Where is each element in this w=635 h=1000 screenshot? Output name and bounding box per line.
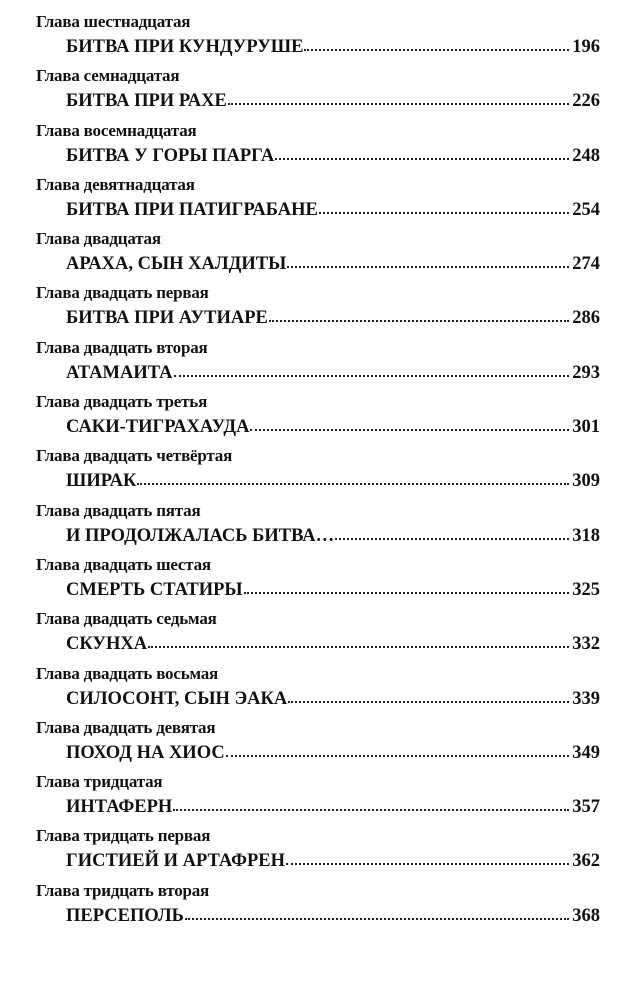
page-number: 196	[572, 37, 600, 57]
chapter-title-line	[66, 146, 600, 167]
page-number: 309	[572, 471, 600, 492]
dot-leader	[304, 48, 569, 51]
chapter-title-line	[66, 689, 600, 710]
chapter-title: СКУНХА	[66, 634, 148, 655]
page-number: 254	[572, 199, 600, 220]
toc-entry[interactable]	[36, 444, 600, 498]
chapter-title: И ПРОДОЛЖАЛАСЬ БИТВА…	[66, 525, 335, 546]
toc-entry[interactable]	[36, 227, 600, 281]
chapter-title-line	[66, 851, 600, 872]
chapter-label: Глава двадцать шестая	[36, 554, 211, 574]
chapter-title: ПОХОД НА ХИОС	[66, 742, 225, 763]
toc-entry[interactable]	[36, 499, 600, 553]
page-number: 301	[572, 417, 600, 438]
chapter-label: Глава девятнадцатая	[36, 174, 195, 194]
dot-leader	[288, 700, 569, 703]
chapter-title-line	[66, 526, 600, 547]
page-number: 286	[572, 308, 600, 329]
page-number: 274	[572, 254, 600, 275]
toc-entry[interactable]	[36, 770, 600, 824]
chapter-title-line	[66, 634, 600, 655]
toc-entry[interactable]	[36, 64, 600, 118]
chapter-label: Глава тридцать первая	[36, 826, 211, 846]
dot-leader	[173, 808, 569, 811]
chapter-title: АРАХА, СЫН ХАЛДИТЫ	[66, 254, 287, 275]
toc-entry[interactable]	[36, 119, 600, 173]
toc-entry[interactable]	[36, 662, 600, 716]
dot-leader	[287, 265, 569, 268]
page-number: 325	[572, 579, 600, 600]
chapter-title: ГИСТИЕЙ И АРТАФРЕН	[66, 851, 286, 872]
chapter-title: ИНТАФЕРН	[66, 797, 173, 818]
chapter-title: ПЕРСЕПОЛЬ	[66, 905, 184, 926]
page-number: 318	[572, 525, 600, 546]
dot-leader	[319, 211, 569, 214]
page-number: 349	[572, 742, 600, 763]
toc-entry[interactable]	[36, 10, 600, 64]
chapter-title: СМЕРТЬ СТАТИРЫ	[66, 579, 243, 600]
chapter-label: Глава тридцать вторая	[36, 880, 210, 900]
chapter-title: БИТВА У ГОРЫ ПАРГА	[66, 145, 275, 166]
chapter-label: Глава двадцать девятая	[36, 717, 216, 737]
chapter-label: Глава двадцать пятая	[36, 500, 201, 520]
chapter-label: Глава двадцать седьмая	[36, 609, 217, 629]
chapter-label: Глава двадцать вторая	[36, 337, 208, 357]
chapter-title: БИТВА ПРИ АУТИАРЕ	[66, 308, 268, 329]
dot-leader	[286, 862, 569, 865]
chapter-title: БИТВА ПРИ РАХЕ	[66, 91, 227, 112]
dot-leader	[269, 319, 569, 322]
dot-leader	[137, 482, 569, 485]
toc-entry[interactable]	[36, 824, 600, 878]
chapter-label: Глава семнадцатая	[36, 66, 180, 86]
chapter-label: Глава шестнадцатая	[36, 12, 191, 31]
chapter-title-line	[66, 254, 600, 275]
chapter-label: Глава восемнадцатая	[36, 120, 197, 140]
dot-leader	[275, 157, 569, 160]
page-number: 362	[572, 851, 600, 872]
chapter-title-line	[66, 906, 600, 927]
chapter-title: БИТВА ПРИ ПАТИГРАБАНЕ	[66, 199, 318, 220]
dot-leader	[250, 428, 569, 431]
chapter-title-line	[66, 363, 600, 384]
page-number: 226	[572, 91, 600, 112]
dot-leader	[226, 754, 570, 757]
chapter-title: ШИРАК	[66, 471, 137, 492]
page-number: 293	[572, 362, 600, 383]
chapter-title-line	[66, 797, 600, 818]
toc-entry[interactable]	[36, 390, 600, 444]
page-number: 332	[572, 634, 600, 655]
toc-entry[interactable]	[36, 281, 600, 335]
chapter-label: Глава двадцать восьмая	[36, 663, 219, 683]
page-number: 357	[572, 797, 600, 818]
dot-leader	[185, 917, 569, 920]
page-number: 368	[572, 905, 600, 926]
chapter-title-line	[66, 37, 600, 58]
chapter-title: АТАМАИТА	[66, 362, 173, 383]
chapter-title: СИЛОСОНТ, СЫН ЭАКА	[66, 688, 288, 709]
chapter-title-line	[66, 200, 600, 221]
chapter-title-line	[66, 308, 600, 329]
chapter-title-line	[66, 743, 600, 764]
chapter-label: Глава двадцать третья	[36, 392, 208, 412]
chapter-title-line	[66, 91, 600, 112]
toc-entry[interactable]	[36, 336, 600, 390]
toc-entry[interactable]	[36, 173, 600, 227]
chapter-label: Глава тридцатая	[36, 772, 163, 792]
dot-leader	[174, 374, 570, 377]
chapter-title-line	[66, 580, 600, 601]
chapter-label: Глава двадцать четвёртая	[36, 446, 233, 466]
chapter-title-line	[66, 471, 600, 492]
page-number: 248	[572, 145, 600, 166]
toc-entry[interactable]	[36, 716, 600, 770]
page-number: 339	[572, 688, 600, 709]
dot-leader	[244, 591, 570, 594]
chapter-label: Глава двадцать первая	[36, 283, 209, 303]
dot-leader	[148, 645, 569, 648]
dot-leader	[335, 537, 569, 540]
chapter-title: БИТВА ПРИ КУНДУРУШЕ	[66, 37, 304, 57]
toc-entry[interactable]	[36, 607, 600, 661]
table-of-contents	[36, 10, 600, 933]
chapter-title: САКИ-ТИГРАХАУДА	[66, 417, 250, 438]
chapter-label: Глава двадцатая	[36, 229, 161, 249]
chapter-title-line	[66, 417, 600, 438]
toc-entry[interactable]	[36, 553, 600, 607]
dot-leader	[228, 102, 569, 105]
toc-entry[interactable]	[36, 879, 600, 933]
